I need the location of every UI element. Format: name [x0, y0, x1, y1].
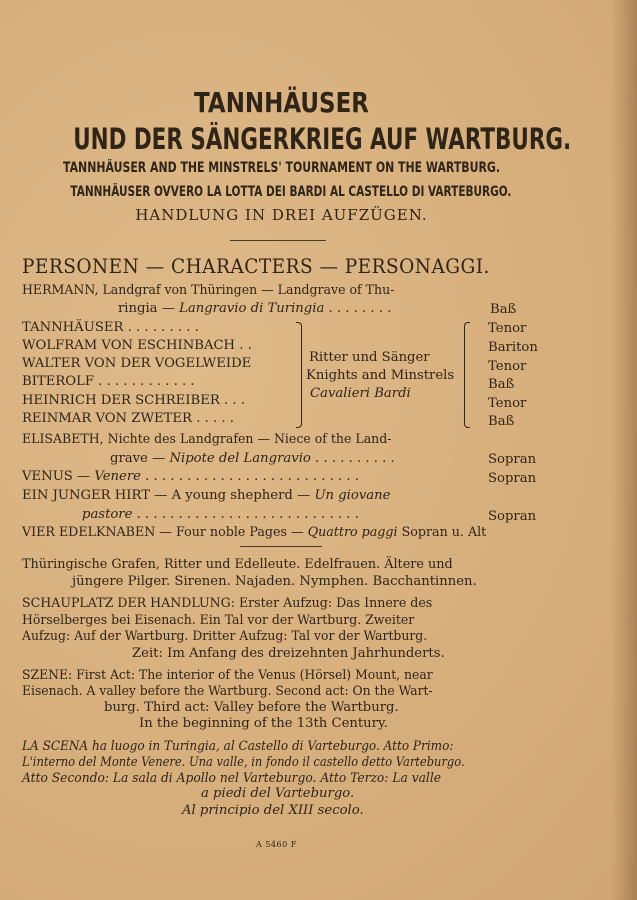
subtitle-handlung: HANDLUNG IN DREI AUFZÜGEN.	[135, 206, 428, 224]
schauplatz-time: Zeit: Im Anfang des dreizehnten Jahrhunderts.	[132, 646, 445, 661]
szene-line1: SZENE: First Act: The interior of the Venus (Hörsel) Mount, near	[22, 668, 433, 683]
leader-dots: . . . . . . . . . . . . . . . . . . . . . . . . . . .	[136, 507, 359, 522]
cast-divider	[240, 546, 322, 547]
schauplatz-line2: Hörselberges bei Eisenach. Ein Tal vor der Wartburg. Zweiter	[22, 613, 415, 628]
cast-hermann-role: ringia —	[118, 301, 180, 316]
szene-line2: Eisenach. A valley before the Wartburg. Second act: On the Wart-	[22, 684, 433, 699]
szene-line3: burg. Third act: Valley before the Wartburg.	[104, 700, 399, 715]
cast-biterolf-name: BITEROLF	[22, 374, 94, 389]
voice-hermann: Baß	[490, 302, 517, 317]
voice-biterolf: Baß	[488, 377, 515, 392]
leader-dots: . . . . . . . . . . . .	[98, 374, 195, 389]
scena-line1: LA SCENA ha luogo in Turingia, al Castello di Varteburgo. Atto Primo:	[22, 739, 454, 754]
cast-biterolf	[22, 374, 195, 389]
voice-heinrich: Tenor	[488, 396, 527, 411]
cast-hirt-line2	[82, 507, 359, 522]
page-edge-shadow	[611, 0, 637, 900]
schauplatz-line1: SCHAUPLATZ DER HANDLUNG: Erster Aufzug: Das Innere des	[22, 596, 433, 611]
voice-elisabeth: Sopran	[488, 452, 537, 467]
leader-dots: . . . . . . . . . . . . . . . . . . . . . . . . . .	[145, 469, 359, 484]
extras-line1: Thüringische Grafen, Ritter und Edelleute. Edelfrauen. Ältere und	[22, 557, 453, 572]
cast-elisabeth-role-italian: Nipote del Langravio	[169, 451, 311, 466]
cast-heinrich: HEINRICH DER SCHREIBER . . .	[22, 393, 245, 408]
leader-dots: . . . . . . . .	[328, 301, 392, 316]
cast-venus	[22, 469, 359, 484]
cast-elisabeth-line2	[110, 451, 395, 466]
leader-dots: . . . . . . . . . .	[315, 451, 395, 466]
scena-line3: Atto Secondo: La sala di Apollo nel Varteburgo. Atto Terzo: La valle	[22, 771, 442, 786]
left-brace	[296, 322, 302, 428]
scena-line2: L'interno del Monte Venere. Una valle, in fondo il castello detto Varteburgo.	[22, 755, 465, 770]
subtitle-italian: TANNHÄUSER OVVERO LA LOTTA DEI BARDI AL CASTELLO DI VARTEBURGO.	[70, 184, 512, 200]
cast-tannhaeuser-name: TANNHÄUSER	[22, 320, 124, 335]
subtitle-english: TANNHÄUSER AND THE MINSTRELS' TOURNAMENT ON THE WARTBURG.	[63, 160, 500, 176]
cast-hermann-line1: HERMANN, Landgraf von Thüringen — Landgrave of Thu-	[22, 283, 395, 298]
cast-hermann-line2	[118, 301, 391, 316]
cast-edelknaben	[22, 525, 486, 540]
cast-venus-name: VENUS —	[22, 469, 95, 484]
voice-reinmar: Baß	[488, 414, 515, 429]
schauplatz-line3: Aufzug: Auf der Wartburg. Dritter Aufzug: Tal vor der Wartburg.	[22, 629, 428, 644]
szene-time: In the beginning of the 13th Century.	[139, 716, 388, 731]
extras-line2: jüngere Pilger. Sirenen. Najaden. Nymphen. Bacchantinnen.	[72, 574, 477, 589]
cast-venus-italian: Venere	[94, 469, 141, 484]
cast-hirt-italian-2: pastore	[82, 507, 133, 522]
voice-walter: Tenor	[488, 359, 527, 374]
right-brace	[464, 322, 470, 428]
personen-heading: PERSONEN — CHARACTERS — PERSONAGGI.	[22, 254, 490, 278]
title-tannhaeuser: TANNHÄUSER	[194, 86, 369, 119]
cast-tannhaeuser	[22, 320, 199, 335]
group-label-en: Knights and Minstrels	[306, 368, 455, 383]
cast-reinmar-name: REINMAR VON ZWETER	[22, 411, 192, 426]
leader-dots: . . . . .	[196, 411, 234, 426]
cast-elisabeth-line1: ELISABETH, Nichte des Landgrafen — Niece of the Land-	[22, 432, 392, 447]
cast-reinmar	[22, 411, 234, 426]
cast-wolfram: WOLFRAM VON ESCHINBACH . .	[22, 338, 252, 353]
cast-hirt-italian: Un giovane	[314, 488, 391, 503]
plate-number: A 5460 F	[256, 840, 297, 849]
title-saengerkrieg: UND DER SÄNGERKRIEG AUF WARTBURG.	[73, 122, 572, 156]
cast-edelknaben-italian: Quattro paggi	[307, 525, 398, 540]
voice-wolfram: Bariton	[488, 340, 538, 355]
cast-walter: WALTER VON DER VOGELWEIDE	[22, 356, 252, 371]
scena-time: Al principio del XIII secolo.	[182, 803, 364, 818]
cast-hirt-line1	[22, 488, 390, 503]
group-label-de: Ritter und Sänger	[309, 350, 430, 365]
cast-edelknaben-name: VIER EDELKNABEN — Four noble Pages —	[22, 525, 304, 540]
voice-edelknaben: Sopran u. Alt	[401, 525, 487, 540]
voice-hirt: Sopran	[488, 509, 537, 524]
cast-hermann-role-italian: Langravio di Turingia	[179, 301, 325, 316]
voice-tannhaeuser: Tenor	[488, 321, 527, 336]
leader-dots: . . . . . . . . .	[127, 320, 199, 335]
voice-venus: Sopran	[488, 471, 537, 486]
cast-hirt-name: EIN JUNGER HIRT — A young shepherd —	[22, 488, 311, 503]
title-divider	[230, 240, 326, 241]
group-label-it: Cavalieri Bardi	[310, 386, 411, 401]
scena-line4: a piedi del Varteburgo.	[201, 786, 355, 801]
cast-elisabeth-role: grave —	[110, 451, 170, 466]
